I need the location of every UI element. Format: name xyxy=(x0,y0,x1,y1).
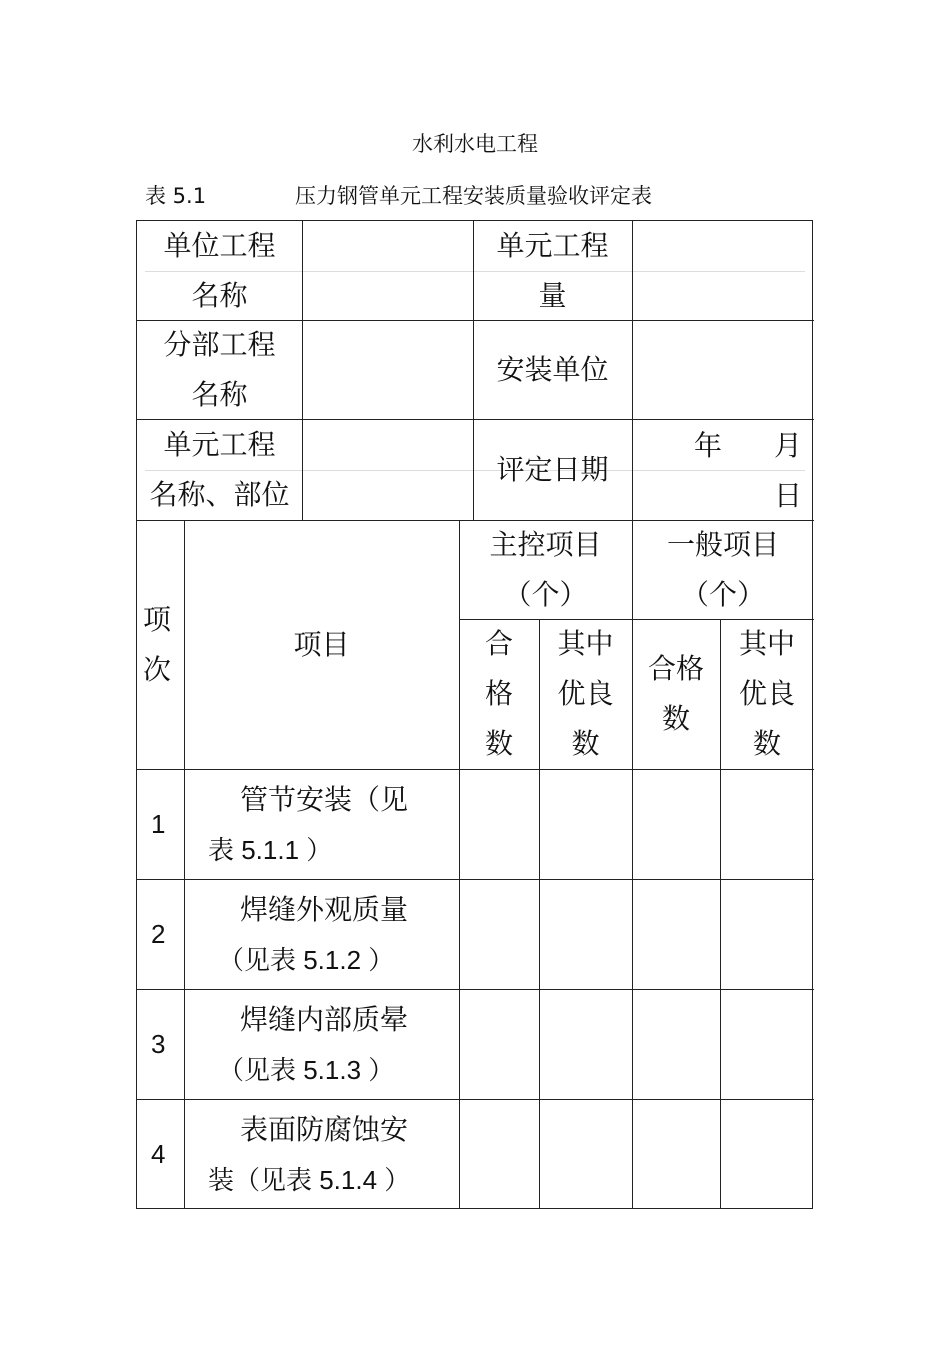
unit-engineering-qty-value[interactable] xyxy=(632,221,814,320)
subdivision-project-name-value[interactable] xyxy=(302,320,473,419)
item-index: 1 xyxy=(151,809,166,839)
date-day: 日 xyxy=(774,479,803,512)
main-control-header: 主控项目 （个） xyxy=(489,527,602,611)
assessment-date-label: 评定日期 xyxy=(496,452,609,486)
main-excellent-count-header: 其中 优良 数 xyxy=(557,627,614,760)
unit-name-location-label: 单元工程 名称、部位 xyxy=(149,427,290,511)
general-qualified-count-header: 合格 数 xyxy=(647,652,704,735)
unit-engineering-qty-label: 单元工程 量 xyxy=(496,228,609,312)
table-number: 表 5.1 xyxy=(145,184,207,208)
unit-project-name-value[interactable] xyxy=(302,221,473,320)
general-excellent-count-header: 其中 优良 数 xyxy=(738,627,795,760)
general-items-header: 一般项目 （个） xyxy=(666,527,779,611)
main-qualified-count-header: 合 格 数 xyxy=(484,627,513,760)
unit-name-location-value[interactable] xyxy=(302,419,473,520)
install-unit-value[interactable] xyxy=(632,320,814,419)
document-title: 水利水电工程 xyxy=(412,132,538,156)
item-name: 焊缝外观质量 （见表 5.1.2 ） xyxy=(218,893,409,975)
date-month: 月 xyxy=(774,429,803,462)
item-name: 焊缝内部质晕 （见表 5.1.3 ） xyxy=(218,1003,409,1085)
unit-project-name-label: 单位工程 名称 xyxy=(163,228,276,312)
item-name: 表面防腐蚀安 装（见表 5.1.4 ） xyxy=(208,1113,411,1195)
item-index: 3 xyxy=(151,1029,166,1059)
item-column-header: 项目 xyxy=(293,627,350,661)
assessment-date-value[interactable] xyxy=(632,419,814,520)
item-index: 2 xyxy=(151,919,166,949)
index-column-header: 项 次 xyxy=(143,602,172,686)
table-title: 压力钢管单元工程安装质量验收评定表 xyxy=(295,184,652,208)
install-unit-label: 安装单位 xyxy=(496,352,609,386)
item-index: 4 xyxy=(151,1139,166,1169)
item-name: 管节安装（见 表 5.1.1 ） xyxy=(208,783,409,865)
evaluation-table xyxy=(136,220,813,1209)
date-year: 年 xyxy=(694,429,723,462)
subdivision-project-name-label: 分部工程 名称 xyxy=(163,327,276,411)
